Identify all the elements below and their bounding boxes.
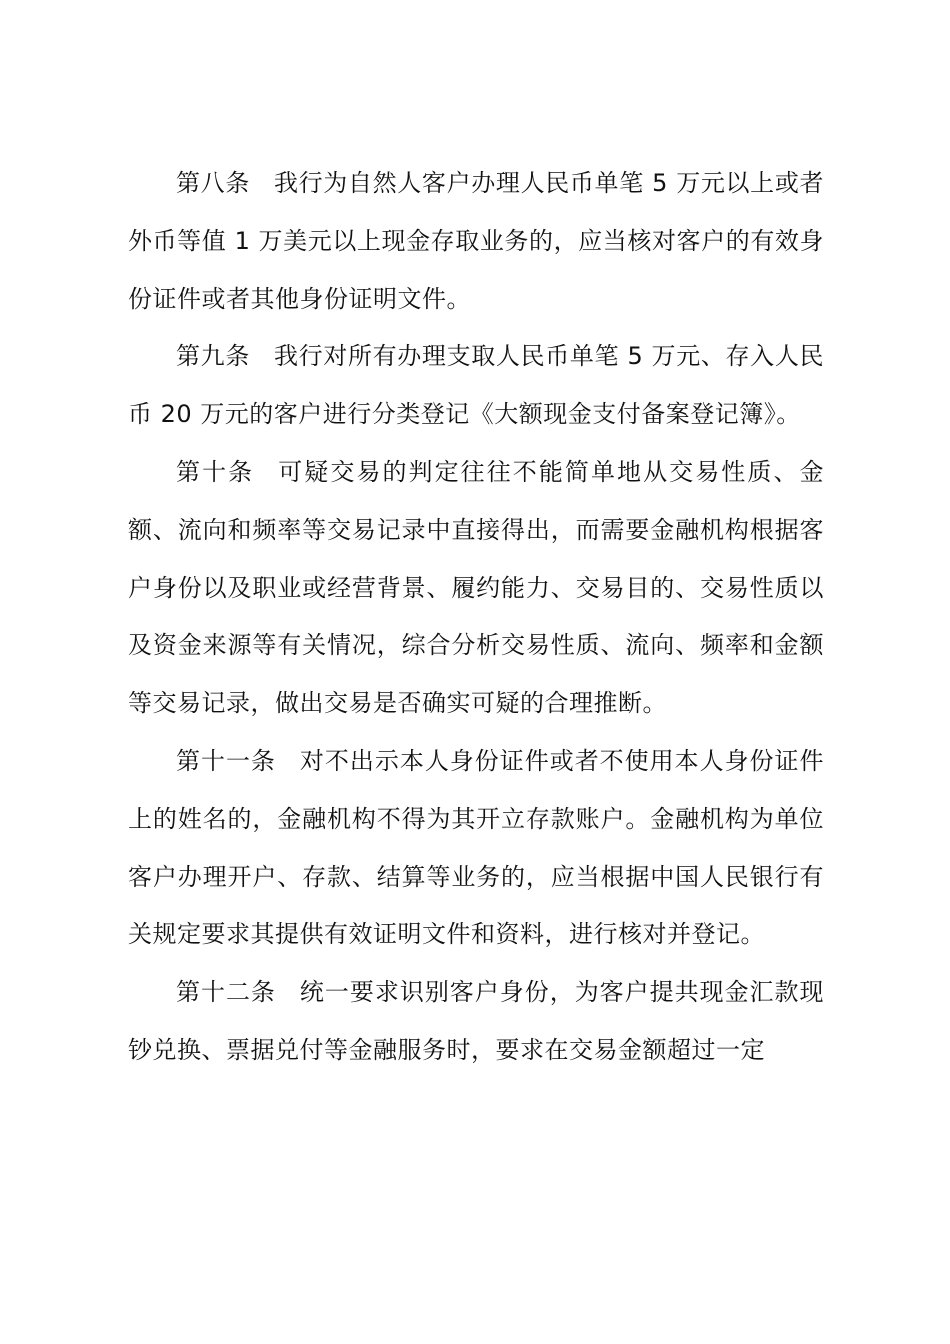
article-11-label: 第十一条 [176,746,276,775]
article-9-text: 我行对所有办理支取人民币单笔 5 万元、存入人民币 20 万元的客户进行分类登记《大额现金支付备案登记簿》。 [128,342,825,429]
article-12-label: 第十二条 [176,978,276,1007]
document-body [128,155,824,1080]
article-8-paragraph [128,155,824,328]
article-12-paragraph [128,964,824,1080]
article-10-paragraph [128,444,824,733]
article-11-text: 对不出示本人身份证件或者不使用本人身份证件上的姓名的，金融机构不得为其开立存款账户。金融机构为单位客户办理开户、存款、结算等业务的，应当根据中国人民银行有关规定要求其提供有效证明文件和资料，进行核对并登记。 [128,746,825,949]
article-9-label: 第九条 [176,342,250,371]
article-11-paragraph [128,733,824,964]
article-9-paragraph [128,328,824,444]
article-10-text: 可疑交易的判定往往不能简单地从交易性质、金额、流向和频率等交易记录中直接得出，而需要金融机构根据客户身份以及职业或经营背景、履约能力、交易目的、交易性质以及资金来源等有关情况，综合分析交易性质、流向、频率和金额等交易记录，做出交易是否确实可疑的合理推断。 [128,457,825,718]
article-12-text: 统一要求识别客户身份，为客户提共现金汇款现钞兑换、票据兑付等金融服务时，要求在交易金额超过一定 [128,978,825,1064]
article-8-label: 第八条 [176,169,250,197]
article-10-label: 第十条 [176,457,255,486]
article-8-text: 我行为自然人客户办理人民币单笔 5 万元以上或者外币等值 1 万美元以上现金存取业务的，应当核对客户的有效身份证件或者其他身份证明文件。 [128,169,825,313]
